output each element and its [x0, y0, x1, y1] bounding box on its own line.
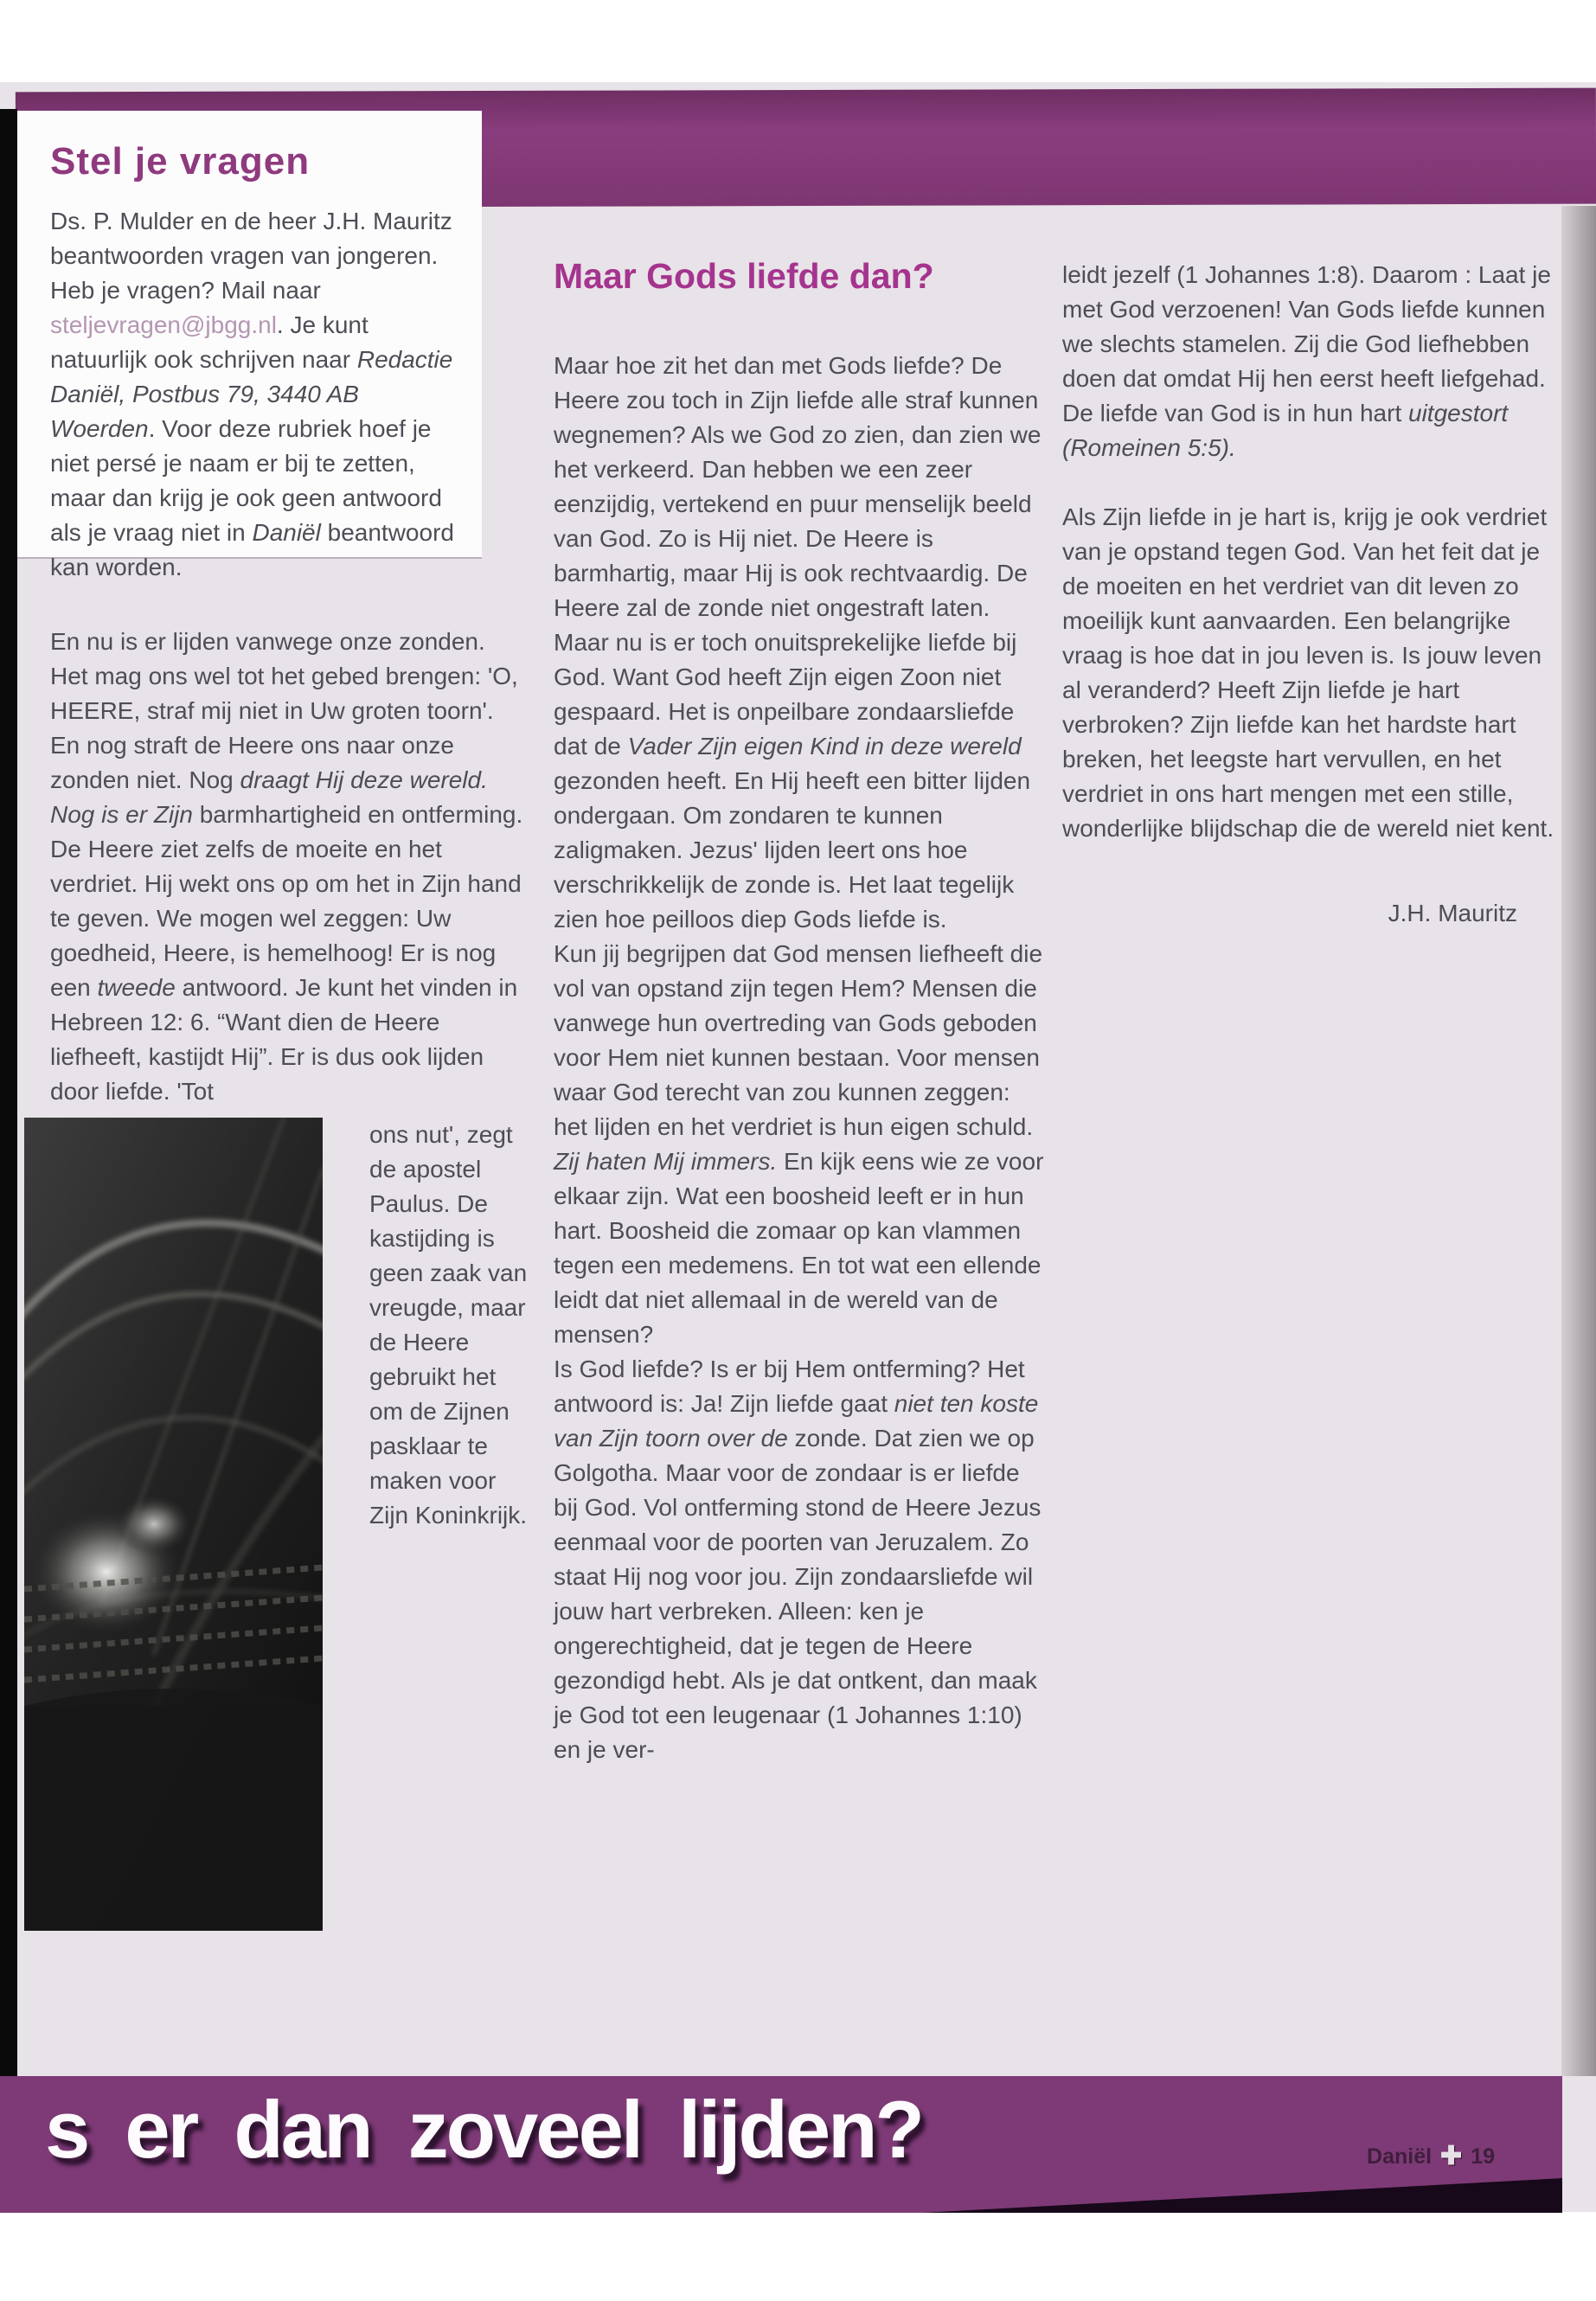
scan-edge-right	[1561, 206, 1596, 2076]
photo-text-wrap	[24, 1118, 531, 1931]
middle-column	[554, 256, 1050, 1767]
magazine-name: Daniël	[1367, 2144, 1433, 2169]
right-paragraph-2: Als Zijn liefde in je hart is, krijg je ook verdriet van je opstand tegen God. Van het feit dat je de moeiten en het verdriet van dit leven zo moeilijk kunt aanvaarden. Een belangrijke vraag is hoe dat in jou leven is. Is jouw leven al veranderd? Heeft Zijn liefde je hart verbroken? Zijn liefde kan het hardste hart breken, het leegste hart vervullen, en het verdriet in ons hart mengen met een stille, wonderlijke blijdschap die de wereld niet kent.	[1062, 503, 1554, 842]
right-paragraph-1: leidt jezelf (1 Johannes 1:8). Daarom : Laat je met God verzoenen! Van Gods liefde kunnen we slechts stamelen. Zij die God liefhebben doen dat omdat Hij hen eerst heeft liefgehad. De liefde van God is in hun hart uitgestort (Romeinen 5:5).	[1062, 261, 1551, 461]
page-footer-meta	[1367, 2144, 1495, 2170]
author-signature: J.H. Mauritz	[1388, 900, 1517, 926]
scan-edge-left	[0, 109, 17, 2076]
ask-box-body: Ds. P. Mulder en de heer J.H. Mauritz beantwoorden vragen van jongeren. Heb je vragen? Mail naar steljevragen@jbgg.nl. Je kunt natuurlijk ook schrijven naar Redactie Daniël, Postbus 79, 3440 AB Woerden. Voor deze rubriek hoef je niet persé je naam er bij te zetten, maar dan krijg je ook geen antwoord als je vraag niet in Daniël beantwoord kan worden.	[50, 208, 454, 580]
right-column	[1062, 258, 1559, 927]
scan-shadow-wedge	[922, 2178, 1562, 2213]
left-column-paragraph: En nu is er lijden vanwege onze zonden. Het mag ons wel tot het gebed brengen: 'O, HEERE, straf mij niet in Uw groten toorn'. En nog straft de Heere ons naar onze zonden niet. Nog draagt Hij deze wereld. Nog is er Zijn barmhartigheid en ontferming. De Heere ziet zelfs de moeite en het verdriet. Hij wekt ons op om het in Zijn hand te geven. We mogen wel zeggen: Uw goedheid, Heere, is hemelhoog! Er is nog een tweede antwoord. Je kunt het vinden in Hebreen 12: 6. “Want dien de Heere liefheeft, kastijdt Hij”. Er is dus ook lijden door liefde. 'Tot	[50, 628, 523, 1105]
church-vault-photo	[24, 1118, 323, 1931]
middle-paragraph-3: Is God liefde? Is er bij Hem ontferming? Het antwoord is: Ja! Zijn liefde gaat niet ten koste van Zijn toorn over de zonde. Dat zien we op Golgotha. Maar voor de zondaar is er liefde bij God. Vol ontferming stond de Heere Jezus eenmaal voor de poorten van Jeruzalem. Zo staat Hij nog voor jou. Zijn zondaarsliefde wil jouw hart verbreken. Alleen: ken je ongerechtigheid, dat je tegen de Heere gezondigd hebt. Als je dat ontkent, dan maak je God tot een leugenaar (1 Johannes 1:10) en je ver-	[554, 1356, 1042, 1763]
left-column-wrap-paragraph: ons nut', zegt de apostel Paulus. De kastijding is geen zaak van vreugde, maar de Heere gebruikt het om de Zijnen pasklaar te maken voor Zijn Koninkrijk.	[369, 1121, 528, 1529]
bottom-banner	[0, 2076, 1562, 2213]
middle-paragraph-2: Kun jij begrijpen dat God mensen liefheeft die vol van opstand zijn tegen Hem? Mensen die vanwege hun overtreding van Gods geboden voor Hem niet kunnen bestaan. Voor mensen waar God terecht van zou kunnen zeggen: het lijden en het verdriet is hun eigen schuld. Zij haten Mij immers. En kijk eens wie ze voor elkaar zijn. Wat een boosheid leeft er in hun hart. Boosheid die zomaar op kan vlammen tegen een medemens. En tot wat een ellende leidt dat niet allemaal in de wereld van de mensen?	[554, 940, 1044, 1348]
ask-box-title: Stel je vragen	[50, 140, 311, 183]
left-column	[24, 625, 531, 1931]
page-number: 19	[1471, 2144, 1495, 2169]
middle-paragraph-1: Maar hoe zit het dan met Gods liefde? De Heere zou toch in Zijn liefde alle straf kunnen wegnemen? Als we God zo zien, dan zien we het verkeerd. Dan hebben we een zeer eenzijdig, vertekend en puur menselijk beeld van God. Zo is Hij niet. De Heere is barmhartig, maar Hij is ook rechtvaardig. De Heere zal de zonde niet ongestraft laten. Maar nu is er toch onuitsprekelijke liefde bij God. Want God heeft Zijn eigen Zoon niet gespaard. Het is onpeilbare zondaarsliefde dat de Vader Zijn eigen Kind in deze wereld gezonden heeft. En Hij heeft een bitter lijden ondergaan. Om zondaren te kunnen zaligmaken. Jezus' lijden leert ons hoe verschrikkelijk de zonde is. Het laat tegelijk zien hoe peilloos diep Gods liefde is.	[554, 352, 1042, 933]
article-heading: Maar Gods liefde dan?	[554, 256, 934, 296]
banner-headline: s er dan zoveel lijden?	[45, 2084, 922, 2175]
cross-icon: ✚	[1440, 2142, 1463, 2170]
ask-questions-box	[17, 111, 482, 580]
